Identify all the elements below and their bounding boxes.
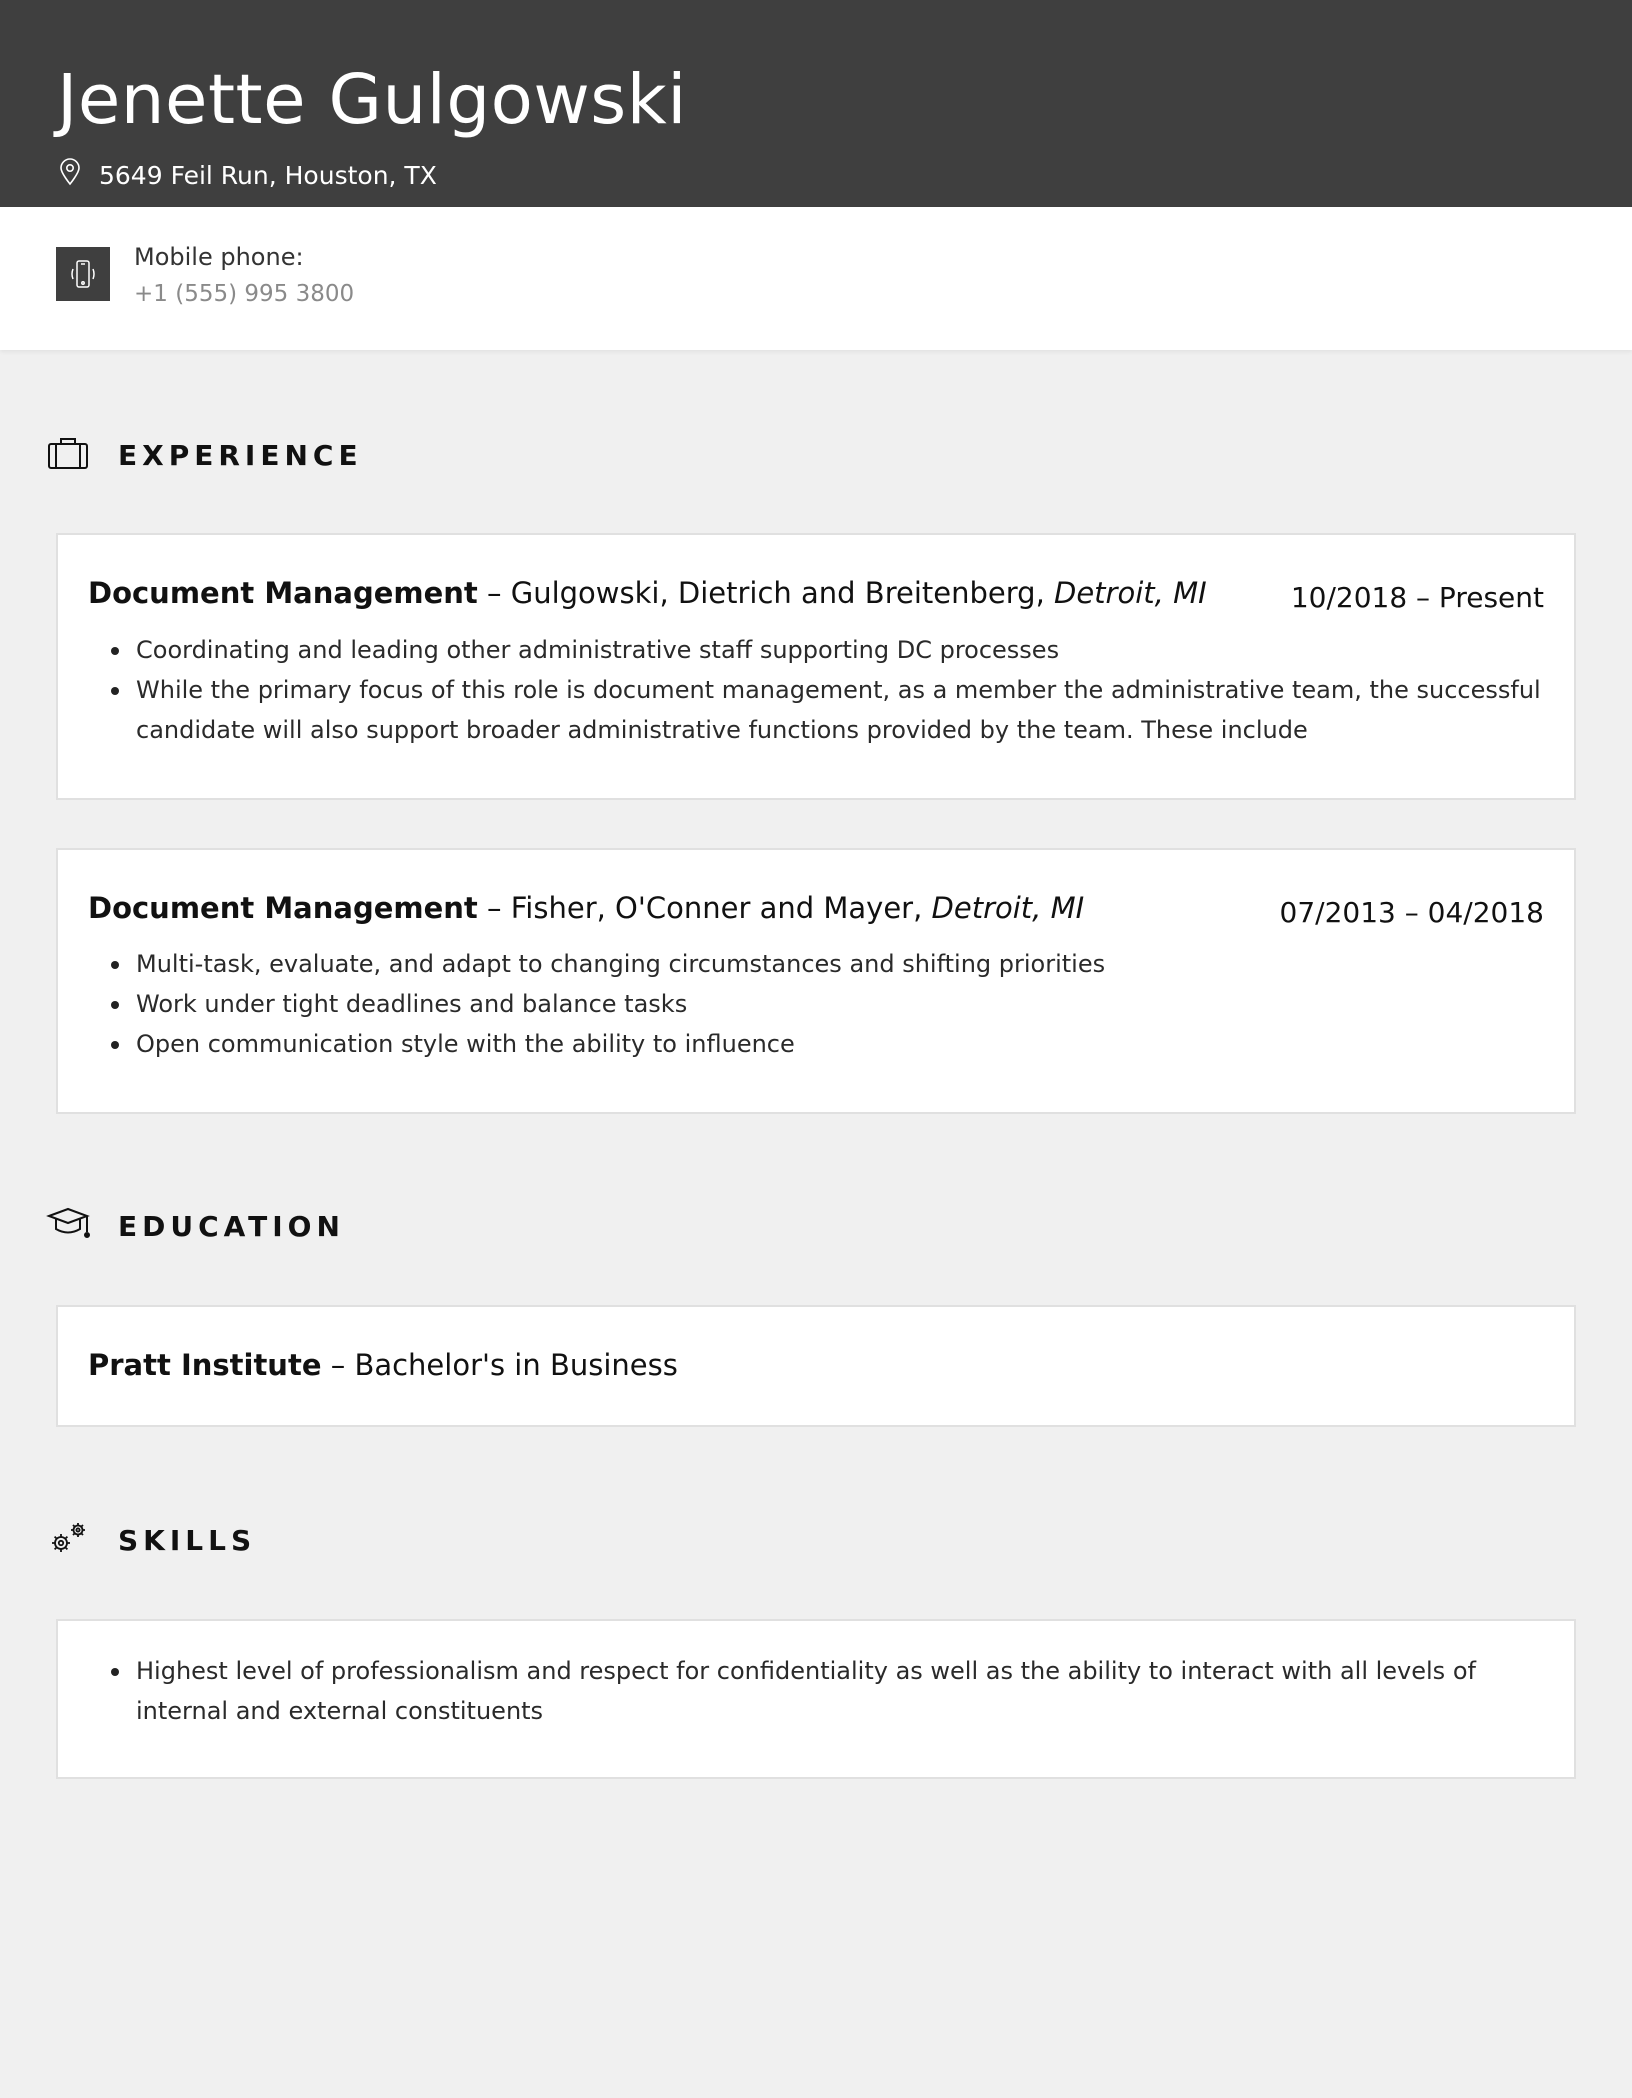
skills-list: [136, 1651, 1544, 1731]
comma: ,: [913, 891, 932, 925]
graduation-cap-icon: [46, 1204, 90, 1248]
comma: ,: [1035, 576, 1054, 610]
experience-title: EXPERIENCE: [118, 438, 363, 472]
mobile-phone-icon: [56, 247, 110, 301]
experience-card: [56, 533, 1576, 800]
education-section-header: [46, 1204, 345, 1248]
education-entry: [88, 1347, 678, 1383]
address-line: [57, 159, 437, 191]
separator: –: [477, 891, 511, 925]
job-dates: 07/2013 – 04/2018: [1279, 896, 1544, 929]
contact-bar: [0, 207, 1632, 350]
location-pin-icon: [57, 158, 83, 192]
candidate-name: Jenette Gulgowski: [57, 60, 687, 140]
address-text: 5649 Feil Run, Houston, TX: [99, 160, 437, 190]
skills-title: SKILLS: [118, 1523, 257, 1557]
briefcase-icon: [46, 433, 90, 477]
list-item: While the primary focus of this role is document management, as a member the administrative team, the successful candidate will also support broader administrative functions provided by the team. These include: [136, 670, 1544, 750]
job-dates: 10/2018 – Present: [1290, 581, 1544, 614]
school-name: Pratt Institute: [88, 1348, 322, 1382]
separator: –: [321, 1348, 355, 1382]
education-card: [56, 1305, 1576, 1427]
company-name: Gulgowski, Dietrich and Breitenberg: [510, 576, 1036, 610]
degree: Bachelor's in Business: [354, 1348, 678, 1382]
job-location: Detroit, MI: [1054, 576, 1207, 610]
phone-label: Mobile phone:: [134, 243, 304, 271]
list-item: Coordinating and leading other administrative staff supporting DC processes: [136, 630, 1544, 670]
education-title: EDUCATION: [118, 1209, 345, 1243]
job-bullets: [136, 630, 1544, 750]
skills-card: [56, 1619, 1576, 1779]
job-location: Detroit, MI: [931, 891, 1085, 925]
job-title: Document Management: [88, 576, 478, 610]
separator: –: [477, 576, 511, 610]
job-title: Document Management: [88, 891, 478, 925]
experience-section-header: [46, 433, 363, 477]
resume-header: [0, 0, 1632, 207]
list-item: Open communication style with the ability to influence: [136, 1024, 1544, 1064]
experience-card: [56, 848, 1576, 1114]
company-name: Fisher, O'Conner and Mayer: [510, 891, 914, 925]
list-item: Highest level of professionalism and respect for confidentiality as well as the ability to interact with all levels of internal and external constituents: [136, 1651, 1544, 1731]
gears-icon: [46, 1518, 90, 1562]
job-bullets: [136, 944, 1544, 1064]
list-item: Work under tight deadlines and balance tasks: [136, 984, 1544, 1024]
skills-section-header: [46, 1518, 256, 1562]
list-item: Multi-task, evaluate, and adapt to changing circumstances and shifting priorities: [136, 944, 1544, 984]
phone-number[interactable]: +1 (555) 995 3800: [134, 281, 355, 307]
